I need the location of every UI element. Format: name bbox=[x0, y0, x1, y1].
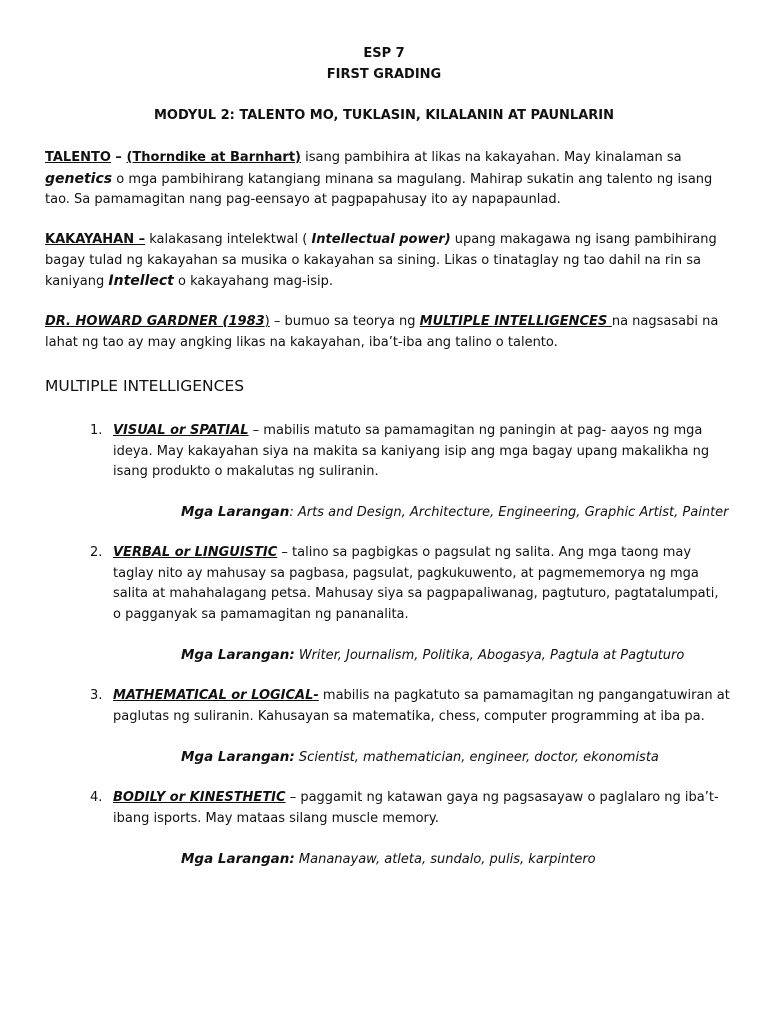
larangan-value: : Arts and Design, Architecture, Engineering, Graphic Artist, Painter bbox=[289, 505, 729, 520]
larangan-label: Mga Larangan bbox=[181, 504, 290, 520]
list-number: 1. bbox=[90, 423, 103, 438]
list-number: 3. bbox=[90, 688, 103, 703]
talento-text-1: isang pambihira at likas na kakayahan. May kinalaman sa bbox=[300, 150, 682, 165]
gardner-term-close: ) bbox=[264, 314, 270, 329]
kakayahan-emphasis-1: Intellectual power) bbox=[311, 232, 451, 247]
intelligence-description: – talino sa pagbigkas o pagsulat ng salita. Ang mga taong may taglay nito ay mahusay sa pagbasa, pagsulat, pagkukuwento, at pagmememorya ng mga salita at mahahalagang petsa. Mahusay siya sa pagpapaliwanag, pagtuturo, pagtatalumpati, o pagganyak sa pamamagitan ng pananalita. bbox=[113, 545, 719, 622]
talento-paragraph bbox=[45, 148, 725, 211]
list-item bbox=[90, 788, 730, 829]
kakayahan-term: KAKAYAHAN – bbox=[45, 232, 146, 247]
larangan-value: Mananayaw, atleta, sundalo, pulis, karpintero bbox=[294, 852, 596, 867]
kakayahan-paragraph bbox=[45, 230, 725, 293]
list-item bbox=[90, 421, 730, 483]
intelligence-title: BODILY or KINESTHETIC bbox=[113, 790, 286, 805]
talento-term: TALENTO bbox=[45, 150, 111, 165]
multiple-intelligences-heading: MULTIPLE INTELLIGENCES bbox=[45, 377, 245, 395]
kakayahan-text-3: o kakayahang mag-isip. bbox=[173, 274, 334, 289]
module-title: MODYUL 2: TALENTO MO, TUKLASIN, KILALANIN AT PAUNLARIN bbox=[153, 108, 614, 123]
larangan-label: Mga Larangan: bbox=[181, 851, 295, 867]
kakayahan-text-2: upang makagawa ng isang pambihirang bagay tulad ng kakayahan sa musika o kakayahan sa sining. Likas o tinataglay ng tao dahil na rin sa kaniyang bbox=[45, 232, 717, 289]
list-number: 2. bbox=[90, 545, 103, 560]
list-number: 4. bbox=[90, 790, 103, 805]
intelligence-title: VERBAL or LINGUISTIC bbox=[113, 545, 278, 560]
gardner-term: DR. HOWARD GARDNER (1983 bbox=[45, 314, 265, 329]
list-item bbox=[90, 543, 730, 625]
larangan-line bbox=[181, 645, 684, 666]
talento-source: (Thorndike at Barnhart) bbox=[126, 150, 301, 165]
talento-emphasis: genetics bbox=[45, 170, 113, 187]
gardner-paragraph bbox=[45, 312, 725, 353]
subject-title: ESP 7 bbox=[363, 46, 405, 61]
kakayahan-emphasis-2: Intellect bbox=[108, 273, 174, 289]
gardner-text-1: – bumuo sa teorya ng bbox=[269, 314, 420, 329]
list-item bbox=[90, 686, 730, 727]
larangan-line bbox=[181, 502, 729, 523]
grading-period: FIRST GRADING bbox=[326, 67, 442, 82]
intelligence-description: – mabilis matuto sa pamamagitan ng paningin at pag- aayos ng mga ideya. May kakayahan siya na makita sa kaniyang isip ang mga bagay upang makalikha ng isang produkto o makalutas ng suliranin. bbox=[113, 423, 710, 479]
larangan-line bbox=[181, 849, 596, 870]
gardner-emphasis: MULTIPLE INTELLIGENCES bbox=[419, 314, 612, 329]
intelligence-description: – paggamit ng katawan gaya ng pagsasayaw o paglalaro ng iba’t-ibang isports. May mataas silang muscle memory. bbox=[113, 790, 719, 826]
talento-text-2: o mga pambihirang katangiang minana sa magulang. Mahirap sukatin ang talento ng isang tao. Sa pamamagitan nang pag-eensayo at pagpapahusay ito ay napapaunlad. bbox=[45, 171, 713, 207]
kakayahan-text-1: kalakasang intelektwal ( bbox=[145, 232, 312, 247]
intelligence-description: mabilis na pagkatuto sa pamamagitan ng pangangatuwiran at paglutas ng suliranin. Kahusayan sa matematika, chess, computer programming at iba pa. bbox=[113, 688, 730, 724]
larangan-label: Mga Larangan: bbox=[181, 647, 295, 663]
intelligence-title: VISUAL or SPATIAL bbox=[113, 423, 249, 438]
larangan-value: Writer, Journalism, Politika, Abogasya, Pagtula at Pagtuturo bbox=[294, 648, 685, 663]
intelligence-title: MATHEMATICAL or LOGICAL- bbox=[113, 688, 319, 703]
larangan-value: Scientist, mathematician, engineer, doctor, ekonomista bbox=[294, 750, 659, 765]
talento-dash: – bbox=[110, 150, 127, 165]
larangan-line bbox=[181, 747, 659, 768]
gardner-text-2: na nagsasabi na lahat ng tao ay may angking likas na kakayahan, iba’t-iba ang talino o talento. bbox=[45, 314, 719, 350]
larangan-label: Mga Larangan: bbox=[181, 749, 295, 765]
